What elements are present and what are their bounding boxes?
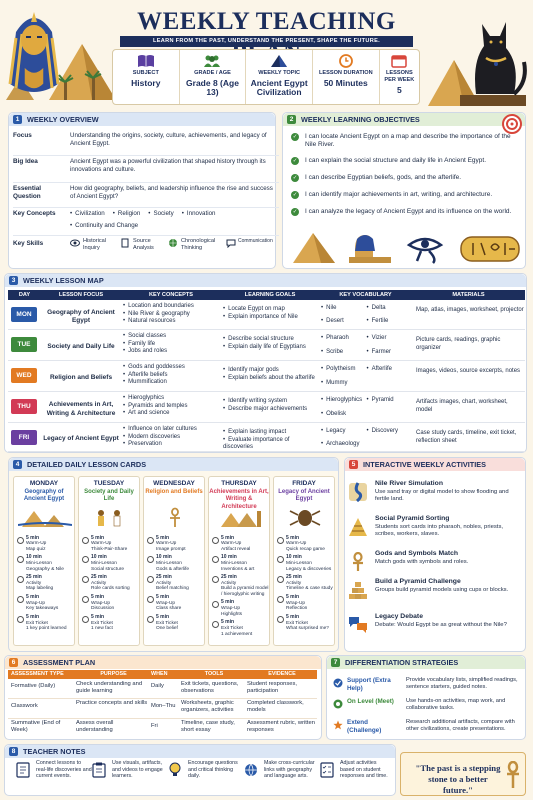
card-step: 5 min Exit Ticket 1 new fact [79,615,139,632]
target-icon [501,113,523,135]
card-step: 10 min Mini-Lesson Gods & afterlife [144,555,204,572]
card-step: 5 min Warm-Up Quick recap game [274,536,334,553]
vocab-item: • Scribe [321,349,367,361]
lesson-focus: Achievements in Art, Writing & Architecture [46,401,116,417]
list-item: • Describe major achievements [223,406,319,414]
eye-icon [70,238,80,248]
activity-item: Legacy Debate Debate: Would Egypt be as great without the Nile? [348,613,518,645]
clipboard-icon [92,762,106,778]
differentiation-header: 7 DIFFERENTIATION STRATEGIES [327,656,525,669]
lesson-card-friday [273,476,335,646]
list-item: • Identify major gods [223,367,319,375]
list-item: • Influence on later cultures [123,426,221,434]
vocab-item: • Pharaoh [321,335,367,347]
learning-goals-list [221,330,319,360]
pyramid-icon [270,54,288,68]
list-item: • Explain importance of Nile [223,314,319,322]
learning-goals-list [221,392,319,422]
social-pyramid-icon [348,517,368,537]
card-topic: Legacy of Ancient Egypt [278,489,330,503]
card-step: 5 min Warm-Up Artifact reveal [209,536,269,553]
list-item: • Natural resources [123,318,221,326]
list-item: • Social classes [123,333,221,341]
pharaoh-mask-illustration [4,4,112,108]
vocab-item: • Polytheism [321,366,367,378]
overview-focus-row: Focus Understanding the origins, society, culture, achievements, and legacy of Ancient Egypt. [13,130,279,156]
list-item: • Nile River & geography [123,311,221,319]
overview-concepts-row: Key Concepts • Civilization• Religion• Society• Innovation • Continuity and Change [13,208,279,236]
weekly-overview-panel [8,112,276,269]
vocabulary-list [319,392,412,422]
vocab-item: • Vizier [367,335,413,347]
ankh-icon [505,761,521,789]
vocabulary-list [319,423,412,451]
extend-star-icon [333,720,343,730]
list-item: • Gods and goddesses [123,364,221,372]
egyptian-icons-row [291,229,521,265]
card-step: 5 min Wrap-Up Highlights [209,600,269,617]
card-step: 5 min Exit Ticket 1 achievement [209,620,269,637]
vocab-item: • Farmer [367,349,413,361]
learning-goals-list [221,300,319,329]
card-step: 25 min Activity Role cards sorting [79,575,139,592]
card-topic: Society and Daily Life [84,489,134,503]
card-topic: Achievements in Art, Writing & Architecture [209,489,269,510]
list-item: • Mummification [123,379,221,387]
materials-text: Map, atlas, images, worksheet, projector [416,307,524,313]
list-item: • Locate Egypt on map [223,306,319,314]
card-illustration [213,507,267,527]
objective-item: ✓ I can analyze the legacy of Ancient Egypt and its influence on the world. [292,208,512,215]
assessment-header: 6 ASSESSMENT PLAN [5,656,321,669]
list-item: • Location and boundaries [123,303,221,311]
key-concepts-list [121,300,221,329]
assessment-row: Summative (End of Week) Assess overall understanding Fri Timeline, case study, short essay Assessment rubric, written responses [11,720,315,734]
weekly-overview-header: 1 WEEKLY OVERVIEW [9,113,275,126]
page-title: WEEKLY TEACHING [137,8,396,35]
info-lessons: LESSONS PER WEEK 5 [380,50,419,104]
card-step: 10 min Mini-Lesson Social structure [79,555,139,572]
list-item: • Evaluate importance of discoveries [223,437,319,452]
card-topic: Religion and Beliefs [145,489,203,496]
check-icon: ✓ [292,158,298,164]
learning-objectives-header: 2 WEEKLY LEARNING OBJECTIVES [283,113,525,126]
vocab-item: • Pyramid [367,397,413,409]
activity-item: Gods and Symbols Match Match gods with symbols and roles. [348,550,518,574]
card-day: FRIDAY [292,480,316,487]
lesson-card-thursday [208,476,270,646]
card-day: THURSDAY [221,480,257,487]
day-badge: TUE [11,337,37,352]
key-concepts-list [121,361,221,391]
list-item: • Modern discoveries [123,434,221,442]
check-icon: ✓ [292,192,298,198]
vocabulary-list [319,361,412,391]
lesson-focus: Religion and Beliefs [49,374,113,382]
lesson-card-tuesday [78,476,140,646]
day-badge: WED [11,368,37,383]
on-level-target-icon [333,699,343,709]
globe-icon [168,238,178,248]
check-icon: ✓ [292,134,298,140]
day-badge: THU [11,399,37,414]
card-day: WEDNESDAY [153,480,195,487]
key-concepts-list [121,330,221,360]
day-badge: MON [11,307,37,322]
assessment-column-headers: ASSESSMENT TYPE PURPOSE WHEN TOOLS EVIDENCE [8,670,317,679]
differentiation-support: Support (Extra Help) Provide vocabulary lists, simplified readings, sentence starters, guided notes. [330,677,520,695]
card-step: 5 min Warm-Up Image prompt [144,536,204,553]
vocab-item: • Nile [321,305,367,316]
learning-goals-list [221,423,319,451]
lesson-focus: Society and Daily Life [47,343,115,351]
overview-skills-row: Key Skills Historical Inquiry Source Analysis Chronological Thinking Communication [13,238,273,251]
list-item: • Preservation [123,441,221,449]
vocab-item: • Legacy [321,428,367,439]
lesson-map-column-headers: DAY LESSON FOCUS KEY CONCEPTS LEARNING GOALS KEY VOCABULARY MATERIALS [8,290,525,300]
list-item: • Identify writing system [223,398,319,406]
card-step: 25 min Activity Map labeling [14,575,74,592]
key-concepts-list [121,392,221,422]
lesson-focus: Legacy of Ancient Egypt [43,435,119,443]
list-item: • Explain beliefs about the afterlife [223,375,319,383]
card-step: 5 min Wrap-Up Reflection [274,595,334,612]
daily-cards-header: 4 DETAILED DAILY LESSON CARDS [9,458,338,471]
list-item: • Afterlife beliefs [123,372,221,380]
objective-item: ✓ I can locate Ancient Egypt on a map and describe the importance of the Nile River. [292,133,511,149]
vocab-item: • Archaeology [321,441,367,452]
lesson-map-row [8,300,525,330]
card-step: 5 min Exit Ticket One belief [144,615,204,632]
vocab-item: • Delta [367,305,413,316]
bastet-cat-illustration [428,2,530,108]
vocab-item: • Afterlife [367,366,413,378]
activity-item: Nile River Simulation Use sand tray or digital model to show flooding and fertile land. [348,480,518,510]
check-icon: ✓ [292,209,298,215]
activity-item: Build a Pyramid Challenge Groups build pyramid models using cups or blocks. [348,578,518,608]
lesson-card-monday [13,476,75,646]
document-icon [120,238,130,248]
differentiation-on-level: On Level (Meet) Use hands-on activities, map work, and collaborative tasks. [330,698,520,716]
card-illustration [148,507,202,527]
vocab-item: • Obelisk [321,411,367,423]
learning-goals-list [221,361,319,391]
card-illustration [83,507,137,527]
list-item: • Explain lasting impact [223,429,319,437]
assessment-row: Classwork Practice concepts and skills Mon–Thu Worksheets, graphic organizers, activities Completed classwork, models [8,699,317,719]
objective-item: ✓ I can identify major achievements in art, writing, and architecture. [292,191,493,198]
card-step: 10 min Mini-Lesson Geography & Nile [14,555,74,572]
quote-box [400,752,526,796]
header [0,0,533,108]
info-grade: GRADE / AGE Grade 8 (Age 13) [180,50,247,104]
list-item: • Describe social structure [223,336,319,344]
vocab-item: • Hieroglyphics [321,397,367,409]
card-step: 10 min Mini-Lesson Legacy & discoveries [274,555,334,572]
lesson-map-row [8,361,525,392]
learning-objectives-panel [282,112,526,269]
card-day: TUESDAY [93,480,125,487]
card-step: 5 min Wrap-Up Class share [144,595,204,612]
checklist-icon [320,762,334,778]
card-step: 5 min Exit Ticket 1 key point learned [14,615,74,632]
calendar-icon [390,54,408,68]
list-item: • Jobs and roles [123,348,221,356]
lesson-focus: Geography of Ancient Egypt [47,308,115,324]
vocab-item: • Fertile [367,318,413,329]
list-item: • Family life [123,341,221,349]
nile-river-icon [348,482,368,502]
page-subtitle: LEARN FROM THE PAST, UNDERSTAND THE PRESENT, SHAPE THE FUTURE. [120,36,413,47]
activities-header: 5 INTERACTIVE WEEKLY ACTIVITIES [345,458,525,471]
info-duration: LESSON DURATION 50 Minutes [313,50,380,104]
list-item: • Explain daily life of Egyptians [223,344,319,352]
card-topic: Geography of Ancient Egypt [23,489,65,503]
teacher-notes-header: 8 TEACHER NOTES [5,745,395,758]
lesson-card-wednesday [143,476,205,646]
card-step: 5 min Wrap-Up Key takeaways [14,595,74,612]
vocab-item: • Desert [321,318,367,329]
list-item: • Pyramids and temples [123,403,221,411]
card-illustration [278,507,332,527]
card-step: 25 min Activity Timeline & case study [274,575,334,592]
card-step: 25 min Activity Build a pyramid model / hieroglyphic writing [209,575,269,597]
ankh-icon [348,552,368,572]
vocab-item: • Discovery [367,428,413,439]
card-step: 5 min Warm-Up Think-Pair-Share [79,536,139,553]
blocks-pyramid-icon [348,580,368,600]
materials-text: Images, videos, source excerpts, notes [416,368,521,374]
check-icon: ✓ [292,175,298,181]
card-step: 5 min Wrap-Up Discussion [79,595,139,612]
card-illustration [18,507,72,527]
differentiation-extend: Extend (Challenge) Research additional artifacts, compare with other civilizations, create presentations. [330,719,520,737]
objective-item: ✓ I can explain the social structure and daily life in Ancient Egypt. [292,157,487,164]
notebook-icon [16,762,30,778]
list-item: • Hieroglyphics [123,395,221,403]
speech-bubble-icon [226,238,236,248]
vocabulary-list [319,330,412,360]
support-hands-icon [333,678,343,688]
lesson-map-row [8,392,525,423]
day-badge: FRI [11,430,37,445]
lesson-info-bar [112,49,420,105]
materials-text: Picture cards, readings, graphic organizer [416,337,501,351]
info-topic: WEEKLY TOPIC Ancient Egypt Civilization [246,50,313,104]
assessment-row: Formative (Daily) Check understanding and guide learning Daily Exit tickets, questions, observations Student responses, participation [8,680,317,699]
card-step: 25 min Activity Belief matching [144,575,204,592]
card-step: 5 min Exit Ticket What surprised me? [274,615,334,632]
overview-bigidea-row: Big Idea Ancient Egypt was a powerful civilization that shaped history through its innovations and culture. [13,156,279,183]
lightbulb-icon [168,762,182,778]
clock-icon [337,54,355,68]
vocabulary-list [319,300,412,329]
list-item: • Art and science [123,410,221,418]
quote-text: "The past is a stepping stone to a better future." [415,763,501,795]
lesson-map-row [8,330,525,361]
overview-question-row: Essential Question How did geography, beliefs, and leadership influence the rise and success of Ancient Egypt? [13,183,279,208]
card-step: 10 min Mini-Lesson Inventions & art [209,555,269,572]
key-concepts-list [121,423,221,451]
book-icon [137,54,155,68]
globe-icon [244,762,258,778]
vocab-item: • Mummy [321,380,367,392]
materials-text: Case study cards, timeline, exit ticket, reflection sheet [416,430,517,444]
card-day: MONDAY [29,480,59,487]
card-step: 5 min Warm-Up Map quiz [14,536,74,553]
students-icon [203,54,221,68]
debate-bubbles-icon [348,615,368,635]
lesson-map-row [8,423,525,452]
lesson-map-header: 3 WEEKLY LESSON MAP [5,274,526,287]
activity-item: Social Pyramid Sorting Students sort cards into pharaoh, nobles, priests, scribes, workers, slaves. [348,515,518,547]
objective-item: ✓ I can describe Egyptian beliefs, gods, and the afterlife. [292,174,462,181]
info-subject: SUBJECT History [113,50,180,104]
materials-text: Artifacts images, chart, worksheet, model [416,399,508,413]
